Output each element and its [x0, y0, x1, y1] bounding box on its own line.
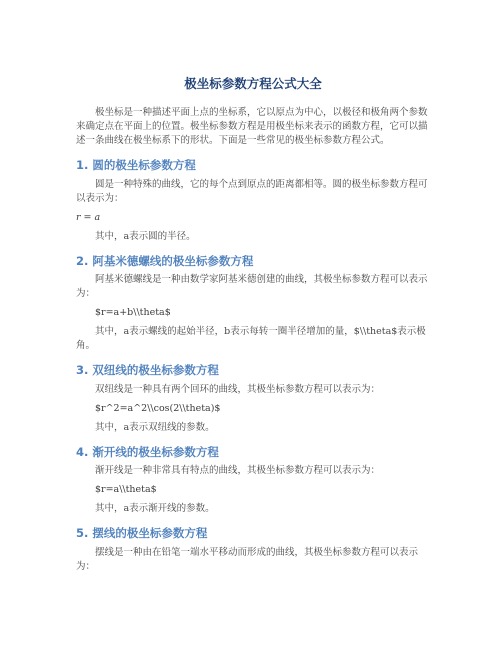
- section-description: 阿基米德螺线是一种由数学家阿基米德创建的曲线，其极坐标参数方程可以表示为：: [76, 274, 428, 300]
- section-heading: 4. 渐开线的极坐标参数方程: [76, 444, 219, 459]
- section-formula: r = a: [76, 211, 101, 223]
- section-explanation: 其中，a表示双纽线的参数。: [95, 421, 215, 433]
- section-explanation: 其中，a表示螺线的起始半径，b表示每转一圈半径增加的量，$\\theta$表示极角。: [76, 326, 426, 352]
- section-formula: $r=a+b\\theta$: [95, 307, 171, 319]
- section-lemniscate: [76, 363, 430, 435]
- section-involute: [76, 445, 430, 517]
- sections-container: [76, 158, 430, 574]
- section-description: 摆线是一种由在铅笔一端水平移动而形成的曲线，其极坐标参数方程可以表示为：: [76, 546, 419, 572]
- section-description: 双纽线是一种具有两个回环的曲线，其极坐标参数方程可以表示为：: [95, 383, 381, 395]
- section-cycloid: [76, 526, 430, 574]
- section-heading: 3. 双纽线的极坐标参数方程: [76, 363, 219, 378]
- section-circle: [76, 158, 430, 244]
- document-title: 极坐标参数方程公式大全: [184, 76, 322, 91]
- section-heading: 1. 圆的极坐标参数方程: [76, 158, 196, 173]
- section-formula: $r^2=a^2\\cos(2\\theta)$: [95, 402, 221, 414]
- section-heading: 5. 摆线的极坐标参数方程: [76, 526, 208, 541]
- section-description: 圆是一种特殊的曲线，它的每个点到原点的距离都相等。圆的极坐标参数方程可以表示为：: [76, 178, 428, 204]
- section-heading: 2. 阿基米德螺线的极坐标参数方程: [76, 253, 254, 268]
- section-description: 渐开线是一种非常具有特点的曲线，其极坐标参数方程可以表示为：: [95, 465, 381, 477]
- section-formula: $r=a\\theta$: [95, 484, 157, 496]
- intro-paragraph: 极坐标是一种描述平面上点的坐标系，它以原点为中心，以极径和极角两个参数来确定点在平面上的位置。极坐标参数方程是用极坐标来表示的函数方程，它可以描述一条曲线在极坐标系下的形状。下面是一些常见的极坐标参数方程公式。: [76, 107, 428, 147]
- section-explanation: 其中，a表示圆的半径。: [95, 230, 196, 242]
- section-archimedean-spiral: [76, 254, 430, 354]
- section-explanation: 其中，a表示渐开线的参数。: [95, 503, 215, 515]
